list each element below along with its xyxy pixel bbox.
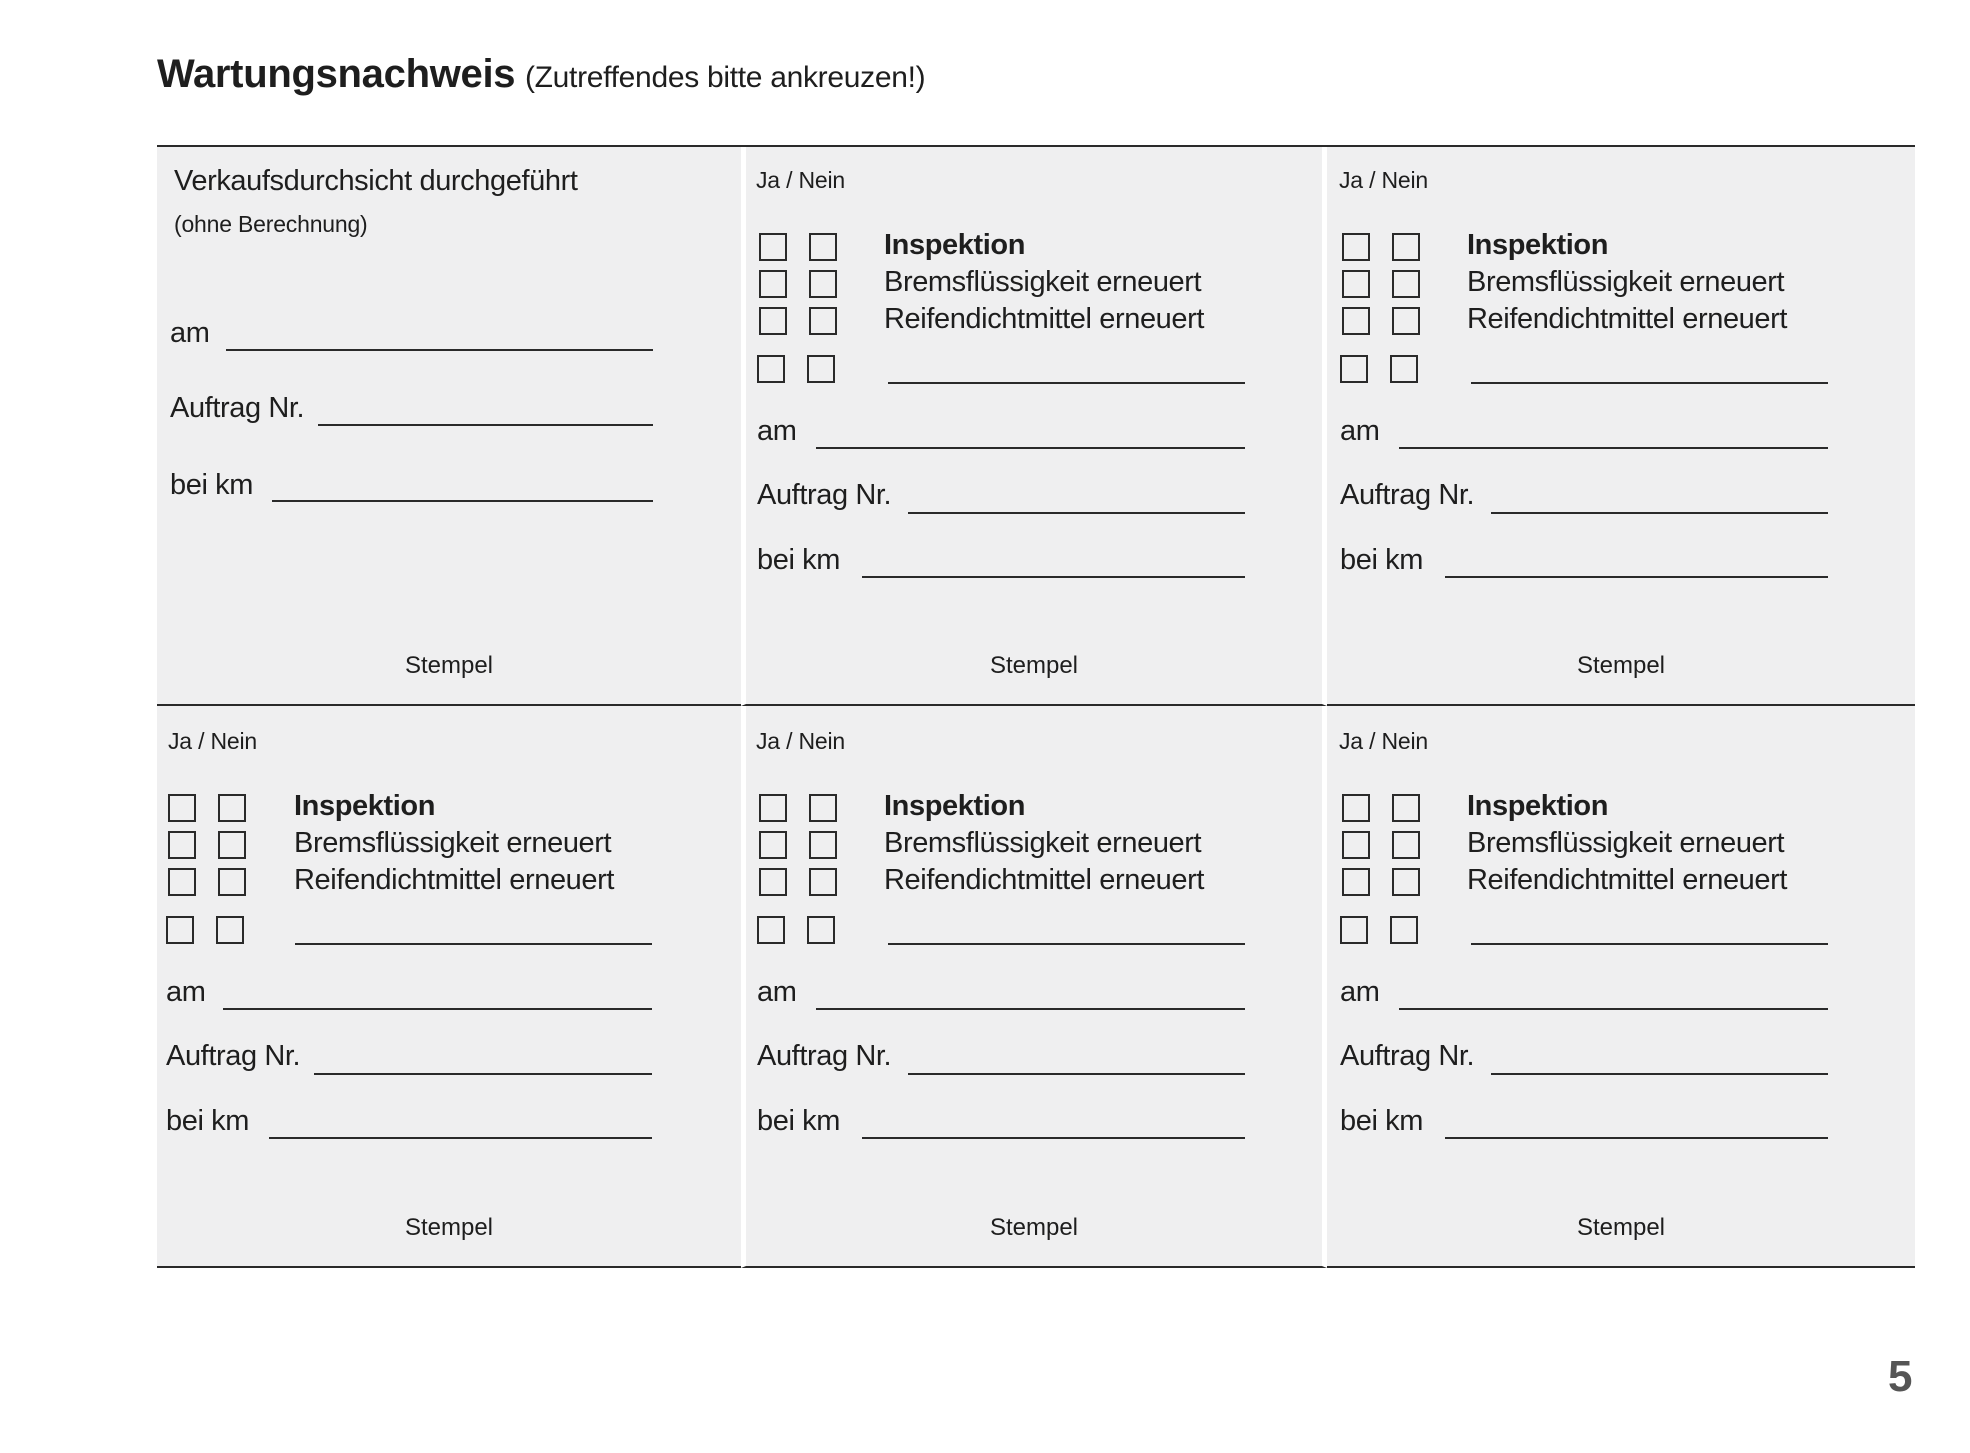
cell-sales-inspection — [157, 147, 741, 706]
stamp-label: Stempel — [1576, 1214, 1666, 1241]
maintenance-grid — [157, 145, 1915, 1271]
checkbox-tire-yes[interactable] — [759, 307, 787, 335]
checkbox-custom-no[interactable] — [1390, 916, 1418, 944]
maintenance-cell — [741, 706, 1327, 1268]
yes-no-label: Ja / Nein — [168, 728, 257, 754]
field-label-am: am — [166, 976, 206, 1008]
checkbox-brake-no[interactable] — [809, 831, 837, 859]
checkbox-tire-no[interactable] — [1392, 868, 1420, 896]
item-tire-label: Reifendichtmittel erneuert — [884, 864, 1205, 896]
page-title — [157, 52, 925, 97]
yes-no-label: Ja / Nein — [756, 167, 845, 193]
field-line-km[interactable] — [1445, 576, 1828, 578]
checkbox-inspection-yes[interactable] — [1342, 233, 1370, 261]
checkbox-tire-no[interactable] — [809, 307, 837, 335]
maintenance-cell — [1327, 147, 1915, 706]
field-line-auftrag[interactable] — [908, 512, 1245, 514]
item-tire-label: Reifendichtmittel erneuert — [1467, 303, 1788, 335]
title-subtitle: (Zutreffendes bitte ankreuzen!) — [524, 61, 926, 94]
field-line-km[interactable] — [272, 500, 653, 502]
custom-item-line[interactable] — [888, 382, 1245, 384]
field-line-am[interactable] — [223, 1008, 652, 1010]
checkbox-tire-yes[interactable] — [168, 868, 196, 896]
checkbox-custom-yes[interactable] — [1340, 355, 1368, 383]
checkbox-inspection-no[interactable] — [218, 794, 246, 822]
maintenance-cell — [1327, 706, 1915, 1268]
item-tire-label: Reifendichtmittel erneuert — [1467, 864, 1788, 896]
field-label-auftrag: Auftrag Nr. — [757, 1040, 892, 1072]
checkbox-tire-no[interactable] — [1392, 307, 1420, 335]
field-line-am[interactable] — [1399, 447, 1828, 449]
field-line-auftrag[interactable] — [1491, 512, 1828, 514]
stamp-label: Stempel — [404, 652, 494, 679]
item-inspection-label: Inspektion — [294, 790, 436, 822]
checkbox-custom-yes[interactable] — [166, 916, 194, 944]
field-line-km[interactable] — [269, 1137, 652, 1139]
maintenance-cell — [741, 147, 1327, 706]
checkbox-tire-yes[interactable] — [1342, 868, 1370, 896]
checkbox-tire-no[interactable] — [218, 868, 246, 896]
custom-item-line[interactable] — [1471, 943, 1828, 945]
checkbox-brake-yes[interactable] — [1342, 270, 1370, 298]
field-label-auftrag: Auftrag Nr. — [166, 1040, 301, 1072]
yes-no-label: Ja / Nein — [756, 728, 845, 754]
field-label-auftrag: Auftrag Nr. — [1340, 479, 1475, 511]
checkbox-custom-no[interactable] — [807, 355, 835, 383]
field-line-auftrag[interactable] — [314, 1073, 652, 1075]
checkbox-brake-yes[interactable] — [168, 831, 196, 859]
checkbox-tire-no[interactable] — [809, 868, 837, 896]
checkbox-tire-yes[interactable] — [1342, 307, 1370, 335]
stamp-label: Stempel — [989, 1214, 1079, 1241]
checkbox-custom-yes[interactable] — [757, 355, 785, 383]
field-label-km: bei km — [166, 1105, 250, 1137]
checkbox-inspection-no[interactable] — [1392, 794, 1420, 822]
checkbox-brake-no[interactable] — [1392, 831, 1420, 859]
sales-inspection-heading: Verkaufsdurchsicht durchgeführt — [174, 165, 578, 197]
item-inspection-label: Inspektion — [884, 790, 1026, 822]
field-label-auftrag: Auftrag Nr. — [170, 392, 305, 424]
custom-item-line[interactable] — [295, 943, 652, 945]
item-inspection-label: Inspektion — [1467, 229, 1609, 261]
custom-item-line[interactable] — [1471, 382, 1828, 384]
checkbox-custom-no[interactable] — [1390, 355, 1418, 383]
yes-no-label: Ja / Nein — [1339, 728, 1428, 754]
field-label-km: bei km — [757, 544, 841, 576]
page-number: 5 — [1888, 1352, 1913, 1401]
stamp-label: Stempel — [989, 652, 1079, 679]
field-label-am: am — [757, 415, 797, 447]
field-line-km[interactable] — [862, 576, 1245, 578]
maintenance-cell — [157, 706, 741, 1268]
checkbox-brake-no[interactable] — [1392, 270, 1420, 298]
checkbox-inspection-no[interactable] — [809, 233, 837, 261]
field-line-am[interactable] — [816, 1008, 1245, 1010]
checkbox-inspection-yes[interactable] — [759, 794, 787, 822]
field-label-km: bei km — [170, 469, 254, 501]
item-brake-label: Bremsflüssigkeit erneuert — [884, 266, 1202, 298]
field-line-am[interactable] — [816, 447, 1245, 449]
item-inspection-label: Inspektion — [884, 229, 1026, 261]
checkbox-inspection-yes[interactable] — [1342, 794, 1370, 822]
item-brake-label: Bremsflüssigkeit erneuert — [294, 827, 612, 859]
checkbox-brake-yes[interactable] — [1342, 831, 1370, 859]
field-label-am: am — [170, 317, 210, 349]
field-line-km[interactable] — [862, 1137, 1245, 1139]
field-label-km: bei km — [1340, 1105, 1424, 1137]
checkbox-inspection-yes[interactable] — [168, 794, 196, 822]
field-label-auftrag: Auftrag Nr. — [757, 479, 892, 511]
stamp-label: Stempel — [404, 1214, 494, 1241]
checkbox-custom-no[interactable] — [807, 916, 835, 944]
checkbox-tire-yes[interactable] — [759, 868, 787, 896]
item-brake-label: Bremsflüssigkeit erneuert — [1467, 266, 1785, 298]
checkbox-inspection-no[interactable] — [1392, 233, 1420, 261]
field-line-km[interactable] — [1445, 1137, 1828, 1139]
checkbox-brake-yes[interactable] — [759, 270, 787, 298]
yes-no-label: Ja / Nein — [1339, 167, 1428, 193]
checkbox-brake-yes[interactable] — [759, 831, 787, 859]
field-label-am: am — [757, 976, 797, 1008]
field-label-km: bei km — [757, 1105, 841, 1137]
checkbox-brake-no[interactable] — [218, 831, 246, 859]
checkbox-inspection-yes[interactable] — [759, 233, 787, 261]
field-line-auftrag[interactable] — [318, 424, 653, 426]
item-tire-label: Reifendichtmittel erneuert — [884, 303, 1205, 335]
stamp-label: Stempel — [1576, 652, 1666, 679]
field-label-am: am — [1340, 415, 1380, 447]
sales-inspection-subheading: (ohne Berechnung) — [174, 211, 368, 237]
field-label-auftrag: Auftrag Nr. — [1340, 1040, 1475, 1072]
item-brake-label: Bremsflüssigkeit erneuert — [1467, 827, 1785, 859]
field-label-am: am — [1340, 976, 1380, 1008]
field-label-km: bei km — [1340, 544, 1424, 576]
field-line-am[interactable] — [1399, 1008, 1828, 1010]
field-line-am[interactable] — [226, 349, 653, 351]
checkbox-brake-no[interactable] — [809, 270, 837, 298]
title-main: Wartungsnachweis — [157, 52, 516, 96]
checkbox-inspection-no[interactable] — [809, 794, 837, 822]
item-tire-label: Reifendichtmittel erneuert — [294, 864, 615, 896]
checkbox-custom-yes[interactable] — [757, 916, 785, 944]
checkbox-custom-no[interactable] — [216, 916, 244, 944]
item-brake-label: Bremsflüssigkeit erneuert — [884, 827, 1202, 859]
checkbox-custom-yes[interactable] — [1340, 916, 1368, 944]
field-line-auftrag[interactable] — [1491, 1073, 1828, 1075]
field-line-auftrag[interactable] — [908, 1073, 1245, 1075]
custom-item-line[interactable] — [888, 943, 1245, 945]
item-inspection-label: Inspektion — [1467, 790, 1609, 822]
